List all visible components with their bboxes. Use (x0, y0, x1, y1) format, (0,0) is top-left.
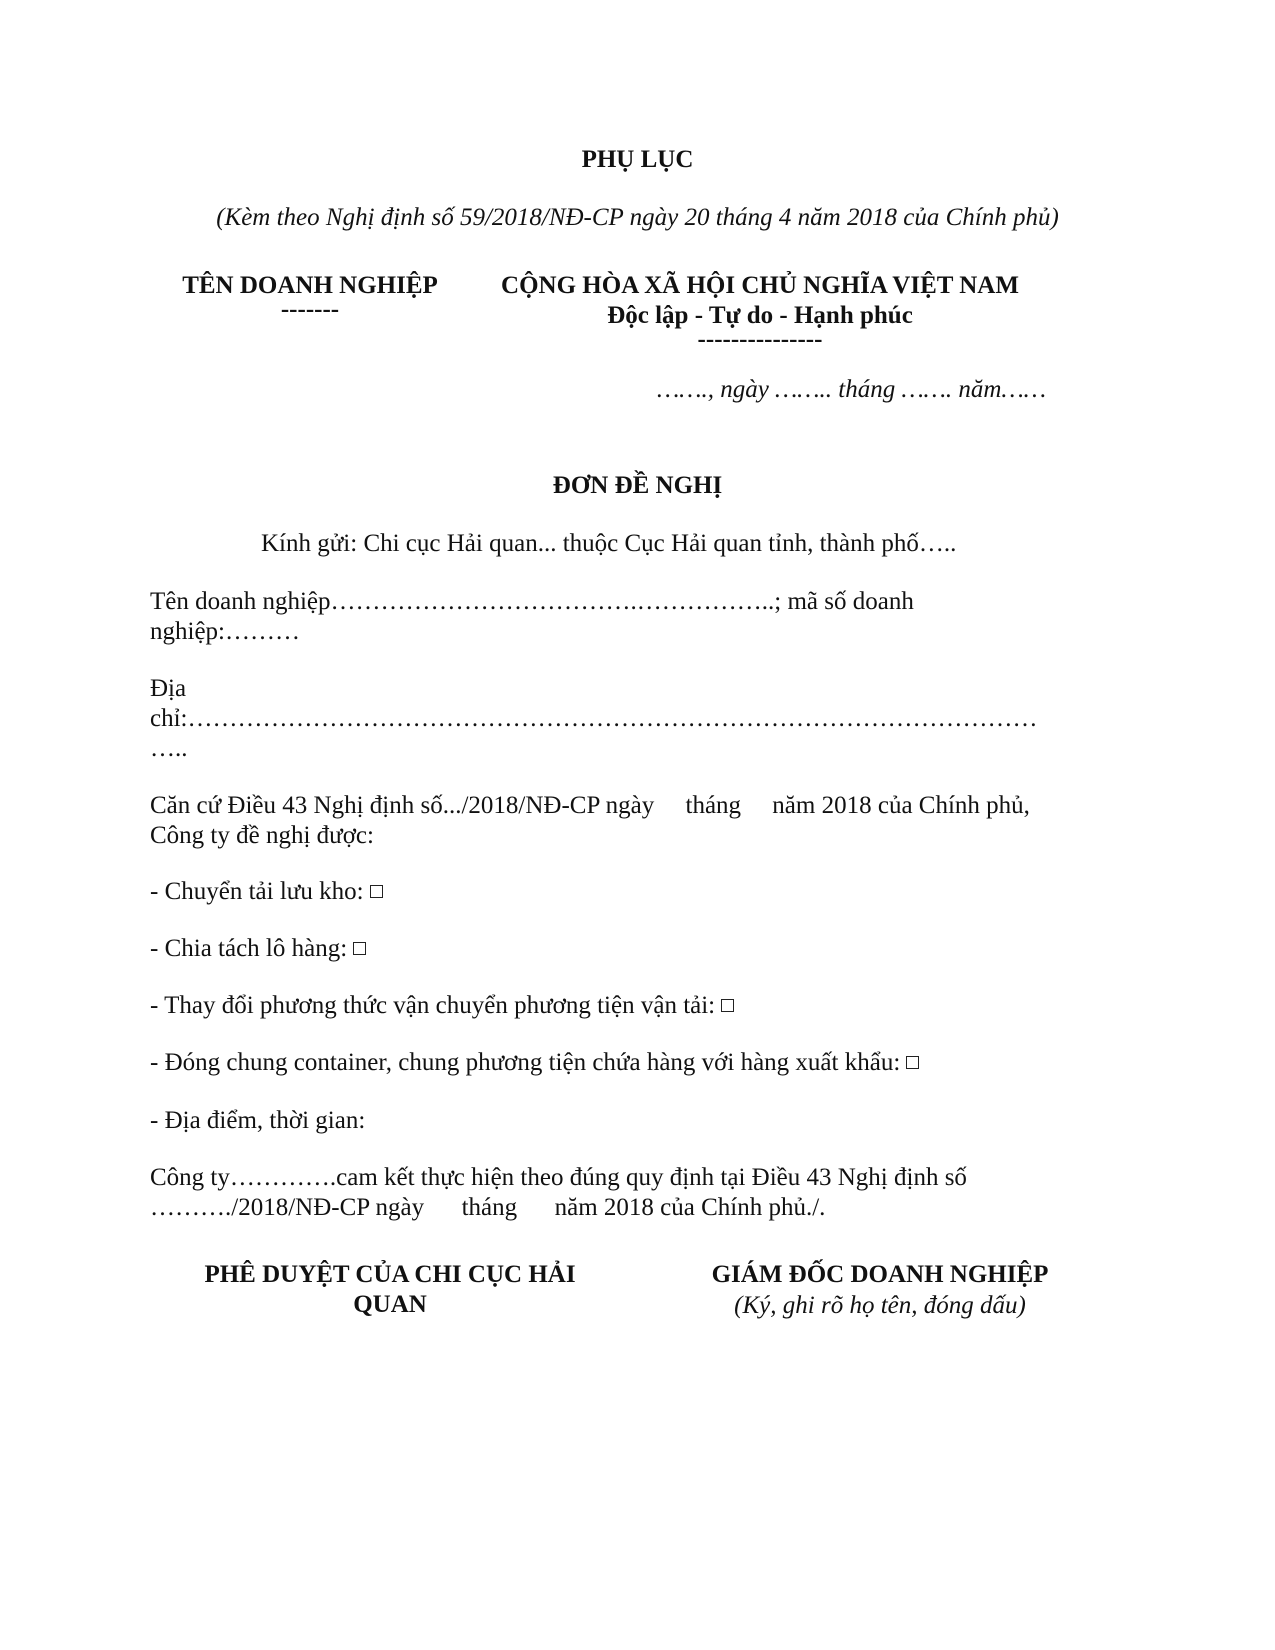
checkbox[interactable] (721, 999, 734, 1012)
right-separator: --------------- (697, 326, 823, 353)
address-field-continued: ….. (150, 735, 188, 762)
national-title: CỘNG HÒA XÃ HỘI CHỦ NGHĨA VIỆT NAM (501, 272, 1019, 299)
recipient-line: Kính gửi: Chi cục Hải quan... thuộc Cục Hải quan tỉnh, thành phố….. (261, 530, 957, 557)
request-intro: Công ty đề nghị được: (150, 822, 374, 849)
checkbox[interactable] (906, 1056, 919, 1069)
option-label: - Thay đổi phương thức vận chuyển phương tiện vận tải: (150, 992, 716, 1019)
option-shared-container (150, 1047, 919, 1078)
option-transshipment (150, 876, 383, 907)
company-name-heading: TÊN DOANH NGHIỆP (182, 272, 438, 299)
customs-approval-heading-continued: QUAN (353, 1291, 427, 1318)
signature-instructions: (Ký, ghi rõ họ tên, đóng dấu) (734, 1292, 1026, 1319)
director-signature-heading: GIÁM ĐỐC DOANH NGHIỆP (711, 1261, 1049, 1288)
option-label: - Đóng chung container, chung phương tiện chứa hàng với hàng xuất khẩu: (150, 1049, 901, 1076)
checkbox[interactable] (370, 885, 383, 898)
left-separator: ------- (280, 296, 340, 323)
company-name-field: Tên doanh nghiệp……………………………….……………..; mã số doanh (150, 588, 914, 615)
customs-approval-heading: PHÊ DUYỆT CỦA CHI CỤC HẢI (204, 1261, 576, 1288)
option-label: - Chia tách lô hàng: (150, 935, 348, 962)
option-label: - Chuyển tải lưu kho: (150, 878, 364, 905)
location-time-field: - Địa điểm, thời gian: (150, 1107, 366, 1134)
company-code-field: nghiệp:……… (150, 618, 300, 645)
checkbox[interactable] (353, 942, 366, 955)
appendix-title: PHỤ LỤC (581, 146, 694, 173)
option-split-shipment (150, 933, 366, 964)
document-title: ĐƠN ĐỀ NGHỊ (552, 472, 723, 499)
date-line: ……., ngày …….. tháng ……. năm…… (657, 376, 1046, 403)
option-change-transport (150, 990, 734, 1021)
address-label: Địa (150, 675, 187, 702)
address-field: chỉ:………………………………………………………………………………………… (150, 705, 1038, 732)
commitment-line: Công ty………….cam kết thực hiện theo đúng quy định tại Điều 43 Nghị định số (150, 1164, 967, 1191)
national-motto: Độc lập - Tự do - Hạnh phúc (607, 302, 913, 329)
commitment-line-continued: ………./2018/NĐ-CP ngày tháng năm 2018 của Chính phủ./. (150, 1194, 826, 1221)
appendix-subtitle: (Kèm theo Nghị định số 59/2018/NĐ-CP ngày 20 tháng 4 năm 2018 của Chính phủ) (216, 204, 1059, 231)
legal-basis-line: Căn cứ Điều 43 Nghị định số.../2018/NĐ-CP ngày tháng năm 2018 của Chính phủ, (150, 792, 1030, 819)
